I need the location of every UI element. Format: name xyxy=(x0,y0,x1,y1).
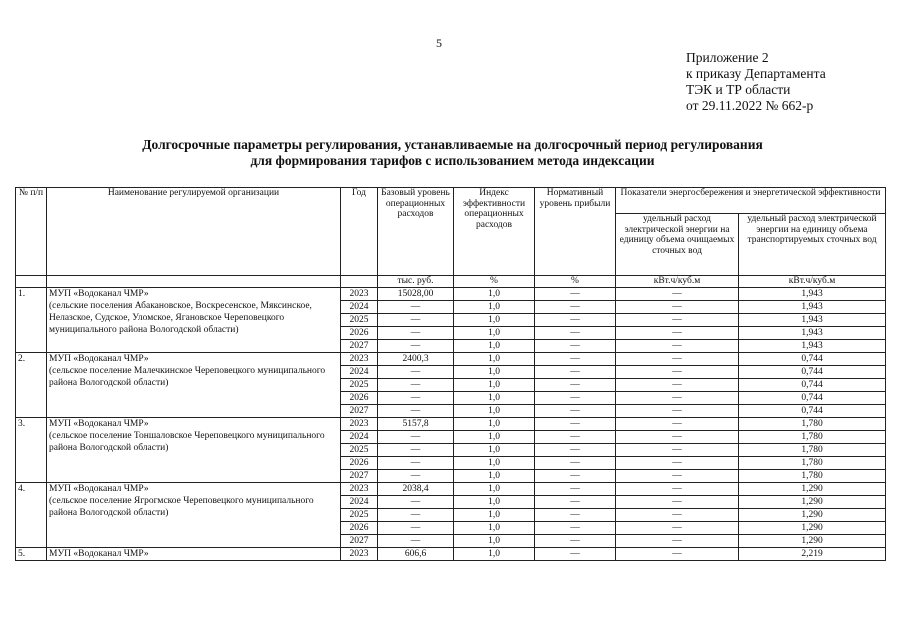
energy-cleaned-cell: — xyxy=(616,522,739,535)
base-cell: — xyxy=(378,509,454,522)
header-index: Индекс эффективности операционных расходов xyxy=(454,188,535,276)
year-cell: 2023 xyxy=(341,288,378,301)
index-cell: 1,0 xyxy=(454,392,535,405)
index-cell: 1,0 xyxy=(454,548,535,561)
unit-num xyxy=(16,276,47,288)
energy-transported-cell: 1,290 xyxy=(739,535,886,548)
year-cell: 2024 xyxy=(341,431,378,444)
energy-cleaned-cell: — xyxy=(616,353,739,366)
profit-cell: — xyxy=(535,340,616,353)
base-cell: — xyxy=(378,457,454,470)
base-cell: — xyxy=(378,340,454,353)
profit-cell: — xyxy=(535,314,616,327)
org-name: МУП «Водоканал ЧМР» xyxy=(49,354,149,364)
header-num: № п/п xyxy=(16,188,47,276)
year-cell: 2025 xyxy=(341,379,378,392)
energy-cleaned-cell: — xyxy=(616,535,739,548)
header-base: Базовый уровень операционных расходов xyxy=(378,188,454,276)
energy-transported-cell: 0,744 xyxy=(739,379,886,392)
header-energy-group: Показатели энергосбережения и энергетической эффективности xyxy=(616,188,886,214)
energy-transported-cell: 1,290 xyxy=(739,483,886,496)
energy-cleaned-cell: — xyxy=(616,314,739,327)
title-line-2: для формирования тарифов с использованием метода индексации xyxy=(250,153,655,168)
org-cell xyxy=(47,353,341,418)
profit-cell: — xyxy=(535,327,616,340)
year-cell: 2023 xyxy=(341,483,378,496)
year-cell: 2025 xyxy=(341,444,378,457)
org-detail: (сельское поселение Малечкинское Череповецкого муниципального района Вологодской области) xyxy=(49,366,326,388)
energy-transported-cell: 1,943 xyxy=(739,327,886,340)
org-name: МУП «Водоканал ЧМР» xyxy=(49,289,149,299)
energy-cleaned-cell: — xyxy=(616,444,739,457)
index-cell: 1,0 xyxy=(454,483,535,496)
energy-transported-cell: 0,744 xyxy=(739,353,886,366)
profit-cell: — xyxy=(535,379,616,392)
base-cell: — xyxy=(378,535,454,548)
energy-cleaned-cell: — xyxy=(616,301,739,314)
profit-cell: — xyxy=(535,509,616,522)
base-cell: — xyxy=(378,405,454,418)
index-cell: 1,0 xyxy=(454,288,535,301)
year-cell: 2025 xyxy=(341,509,378,522)
year-cell: 2027 xyxy=(341,340,378,353)
index-cell: 1,0 xyxy=(454,522,535,535)
profit-cell: — xyxy=(535,366,616,379)
profit-cell: — xyxy=(535,444,616,457)
year-cell: 2027 xyxy=(341,470,378,483)
energy-cleaned-cell: — xyxy=(616,379,739,392)
page-number: 5 xyxy=(436,36,442,50)
unit-org xyxy=(47,276,341,288)
base-cell: 2038,4 xyxy=(378,483,454,496)
base-cell: — xyxy=(378,496,454,509)
profit-cell: — xyxy=(535,418,616,431)
header-profit: Нормативный уровень прибыли xyxy=(535,188,616,276)
row-number: 1. xyxy=(16,288,47,353)
index-cell: 1,0 xyxy=(454,444,535,457)
index-cell: 1,0 xyxy=(454,353,535,366)
energy-cleaned-cell: — xyxy=(616,288,739,301)
index-cell: 1,0 xyxy=(454,340,535,353)
profit-cell: — xyxy=(535,470,616,483)
base-cell: — xyxy=(378,444,454,457)
unit-energy-transported: кВт.ч/куб.м xyxy=(739,276,886,288)
profit-cell: — xyxy=(535,353,616,366)
energy-transported-cell: 1,780 xyxy=(739,457,886,470)
profit-cell: — xyxy=(535,392,616,405)
unit-energy-cleaned: кВт.ч/куб.м xyxy=(616,276,739,288)
index-cell: 1,0 xyxy=(454,301,535,314)
unit-year xyxy=(341,276,378,288)
profit-cell: — xyxy=(535,483,616,496)
index-cell: 1,0 xyxy=(454,314,535,327)
year-cell: 2027 xyxy=(341,405,378,418)
base-cell: — xyxy=(378,431,454,444)
energy-transported-cell: 0,744 xyxy=(739,366,886,379)
header-year: Год xyxy=(341,188,378,276)
energy-cleaned-cell: — xyxy=(616,340,739,353)
year-cell: 2027 xyxy=(341,535,378,548)
year-cell: 2025 xyxy=(341,314,378,327)
base-cell: 15028,00 xyxy=(378,288,454,301)
energy-transported-cell: 1,780 xyxy=(739,418,886,431)
row-number: 4. xyxy=(16,483,47,548)
org-name: МУП «Водоканал ЧМР» xyxy=(49,549,149,559)
energy-transported-cell: 1,290 xyxy=(739,522,886,535)
energy-transported-cell: 2,219 xyxy=(739,548,886,561)
year-cell: 2023 xyxy=(341,418,378,431)
unit-base: тыс. руб. xyxy=(378,276,454,288)
org-detail: (сельские поселения Абакановское, Воскресенское, Мяксинское, Нелазское, Судское, Уломское, Ягановское Череповецкого муниципального района Вологодской области) xyxy=(49,301,312,335)
profit-cell: — xyxy=(535,496,616,509)
org-name: МУП «Водоканал ЧМР» xyxy=(49,419,149,429)
index-cell: 1,0 xyxy=(454,379,535,392)
energy-transported-cell: 1,290 xyxy=(739,496,886,509)
energy-cleaned-cell: — xyxy=(616,509,739,522)
row-number: 3. xyxy=(16,418,47,483)
energy-transported-cell: 1,943 xyxy=(739,301,886,314)
org-cell xyxy=(47,483,341,548)
energy-transported-cell: 1,780 xyxy=(739,444,886,457)
energy-cleaned-cell: — xyxy=(616,418,739,431)
org-detail: (сельское поселение Ягрогмское Череповецкого муниципального района Вологодской области) xyxy=(49,496,314,518)
table-row xyxy=(16,353,886,366)
index-cell: 1,0 xyxy=(454,405,535,418)
appendix-block xyxy=(686,50,826,114)
parameters-table xyxy=(15,187,886,561)
energy-transported-cell: 1,780 xyxy=(739,470,886,483)
unit-profit: % xyxy=(535,276,616,288)
base-cell: — xyxy=(378,470,454,483)
base-cell: 5157,8 xyxy=(378,418,454,431)
profit-cell: — xyxy=(535,301,616,314)
header-org: Наименование регулируемой организации xyxy=(47,188,341,276)
table-body xyxy=(16,288,886,561)
row-number: 5. xyxy=(16,548,47,561)
year-cell: 2023 xyxy=(341,353,378,366)
year-cell: 2026 xyxy=(341,392,378,405)
energy-cleaned-cell: — xyxy=(616,405,739,418)
base-cell: — xyxy=(378,301,454,314)
title-line-1: Долгосрочные параметры регулирования, устанавливаемые на долгосрочный период регулирования xyxy=(142,137,763,152)
energy-transported-cell: 1,290 xyxy=(739,509,886,522)
base-cell: — xyxy=(378,379,454,392)
base-cell: — xyxy=(378,327,454,340)
index-cell: 1,0 xyxy=(454,418,535,431)
index-cell: 1,0 xyxy=(454,496,535,509)
profit-cell: — xyxy=(535,548,616,561)
base-cell: — xyxy=(378,392,454,405)
index-cell: 1,0 xyxy=(454,327,535,340)
profit-cell: — xyxy=(535,431,616,444)
year-cell: 2023 xyxy=(341,548,378,561)
energy-transported-cell: 1,943 xyxy=(739,340,886,353)
energy-cleaned-cell: — xyxy=(616,496,739,509)
year-cell: 2026 xyxy=(341,457,378,470)
org-detail: (сельское поселение Тоншаловское Череповецкого муниципального района Вологодской области) xyxy=(49,431,325,453)
energy-cleaned-cell: — xyxy=(616,548,739,561)
header-energy-transported: удельный расход электрической энергии на единицу объема транспортируемых сточных вод xyxy=(739,214,886,276)
profit-cell: — xyxy=(535,457,616,470)
energy-transported-cell: 1,943 xyxy=(739,288,886,301)
index-cell: 1,0 xyxy=(454,366,535,379)
year-cell: 2024 xyxy=(341,496,378,509)
table-row xyxy=(16,288,886,301)
energy-transported-cell: 1,943 xyxy=(739,314,886,327)
energy-cleaned-cell: — xyxy=(616,431,739,444)
energy-cleaned-cell: — xyxy=(616,457,739,470)
profit-cell: — xyxy=(535,405,616,418)
header-energy-cleaned: удельный расход электрической энергии на единицу объема очищаемых сточных вод xyxy=(616,214,739,276)
appendix-line-3: ТЭК и ТР области xyxy=(686,82,791,97)
energy-transported-cell: 0,744 xyxy=(739,392,886,405)
year-cell: 2026 xyxy=(341,522,378,535)
base-cell: — xyxy=(378,314,454,327)
unit-index: % xyxy=(454,276,535,288)
year-cell: 2024 xyxy=(341,301,378,314)
table-row xyxy=(16,548,886,561)
index-cell: 1,0 xyxy=(454,457,535,470)
table-row xyxy=(16,483,886,496)
energy-transported-cell: 1,780 xyxy=(739,431,886,444)
org-cell xyxy=(47,288,341,353)
index-cell: 1,0 xyxy=(454,431,535,444)
year-cell: 2024 xyxy=(341,366,378,379)
energy-cleaned-cell: — xyxy=(616,366,739,379)
base-cell: — xyxy=(378,366,454,379)
org-cell xyxy=(47,548,341,561)
appendix-line-4: от 29.11.2022 № 662-р xyxy=(686,98,814,113)
base-cell: — xyxy=(378,522,454,535)
profit-cell: — xyxy=(535,522,616,535)
energy-cleaned-cell: — xyxy=(616,470,739,483)
index-cell: 1,0 xyxy=(454,535,535,548)
row-number: 2. xyxy=(16,353,47,418)
profit-cell: — xyxy=(535,535,616,548)
index-cell: 1,0 xyxy=(454,470,535,483)
energy-cleaned-cell: — xyxy=(616,483,739,496)
base-cell: 2400,3 xyxy=(378,353,454,366)
document-title xyxy=(40,137,865,169)
energy-transported-cell: 0,744 xyxy=(739,405,886,418)
energy-cleaned-cell: — xyxy=(616,327,739,340)
base-cell: 606,6 xyxy=(378,548,454,561)
org-name: МУП «Водоканал ЧМР» xyxy=(49,484,149,494)
org-cell xyxy=(47,418,341,483)
index-cell: 1,0 xyxy=(454,509,535,522)
table-row xyxy=(16,418,886,431)
appendix-line-2: к приказу Департамента xyxy=(686,66,826,81)
year-cell: 2026 xyxy=(341,327,378,340)
profit-cell: — xyxy=(535,288,616,301)
energy-cleaned-cell: — xyxy=(616,392,739,405)
appendix-line-1: Приложение 2 xyxy=(686,50,769,65)
